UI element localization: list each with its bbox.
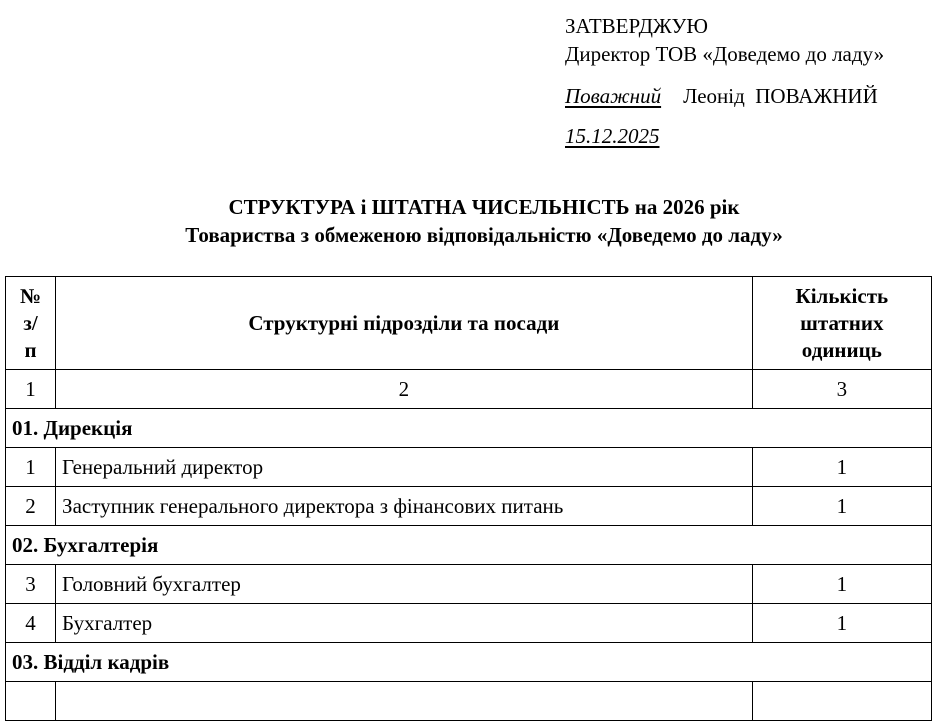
position-name: Головний бухгалтер bbox=[56, 565, 753, 604]
section-row bbox=[6, 409, 932, 448]
table-row bbox=[6, 682, 932, 721]
table-row bbox=[6, 565, 932, 604]
table-row bbox=[6, 448, 932, 487]
approval-signature-line bbox=[565, 82, 884, 110]
column-number: 1 bbox=[6, 370, 56, 409]
header-quantity: Кількість штатних одиниць bbox=[752, 277, 931, 370]
approval-heading: ЗАТВЕРДЖУЮ bbox=[565, 14, 708, 38]
table-row bbox=[6, 604, 932, 643]
approval-date: 15.12.2025 bbox=[565, 124, 660, 148]
row-number: 1 bbox=[6, 448, 56, 487]
document-subtitle: Товариства з обмеженою відповідальністю «Доведемо до ладу» bbox=[185, 223, 783, 247]
row-number: 2 bbox=[6, 487, 56, 526]
header-positions: Структурні підрозділи та посади bbox=[56, 277, 753, 370]
table-row bbox=[6, 487, 932, 526]
section-title: 03. Відділ кадрів bbox=[6, 643, 932, 682]
section-title: 01. Дирекція bbox=[6, 409, 932, 448]
signature: Поважний bbox=[565, 84, 662, 108]
row-number: 4 bbox=[6, 604, 56, 643]
approval-position: Директор ТОВ «Доведемо до ладу» bbox=[565, 42, 885, 66]
row-number bbox=[6, 682, 56, 721]
position-quantity bbox=[752, 682, 931, 721]
column-numbers-row bbox=[6, 370, 932, 409]
staffing-table bbox=[5, 276, 932, 721]
position-quantity: 1 bbox=[752, 448, 931, 487]
document-title: СТРУКТУРА і ШТАТНА ЧИСЕЛЬНІСТЬ на 2026 рік bbox=[228, 195, 740, 219]
section-row bbox=[6, 526, 932, 565]
signatory-name: Леонід ПОВАЖНИЙ bbox=[683, 84, 878, 108]
position-name: Бухгалтер bbox=[56, 604, 753, 643]
position-name bbox=[56, 682, 753, 721]
position-quantity: 1 bbox=[752, 604, 931, 643]
column-number: 2 bbox=[56, 370, 753, 409]
position-name: Заступник генерального директора з фінансових питань bbox=[56, 487, 753, 526]
row-number: 3 bbox=[6, 565, 56, 604]
section-row bbox=[6, 643, 932, 682]
position-quantity: 1 bbox=[752, 565, 931, 604]
approval-block bbox=[565, 12, 884, 150]
section-title: 02. Бухгалтерія bbox=[6, 526, 932, 565]
header-number: № з/п bbox=[6, 277, 56, 370]
position-name: Генеральний директор bbox=[56, 448, 753, 487]
table-header-row bbox=[6, 277, 932, 370]
column-number: 3 bbox=[752, 370, 931, 409]
position-quantity: 1 bbox=[752, 487, 931, 526]
